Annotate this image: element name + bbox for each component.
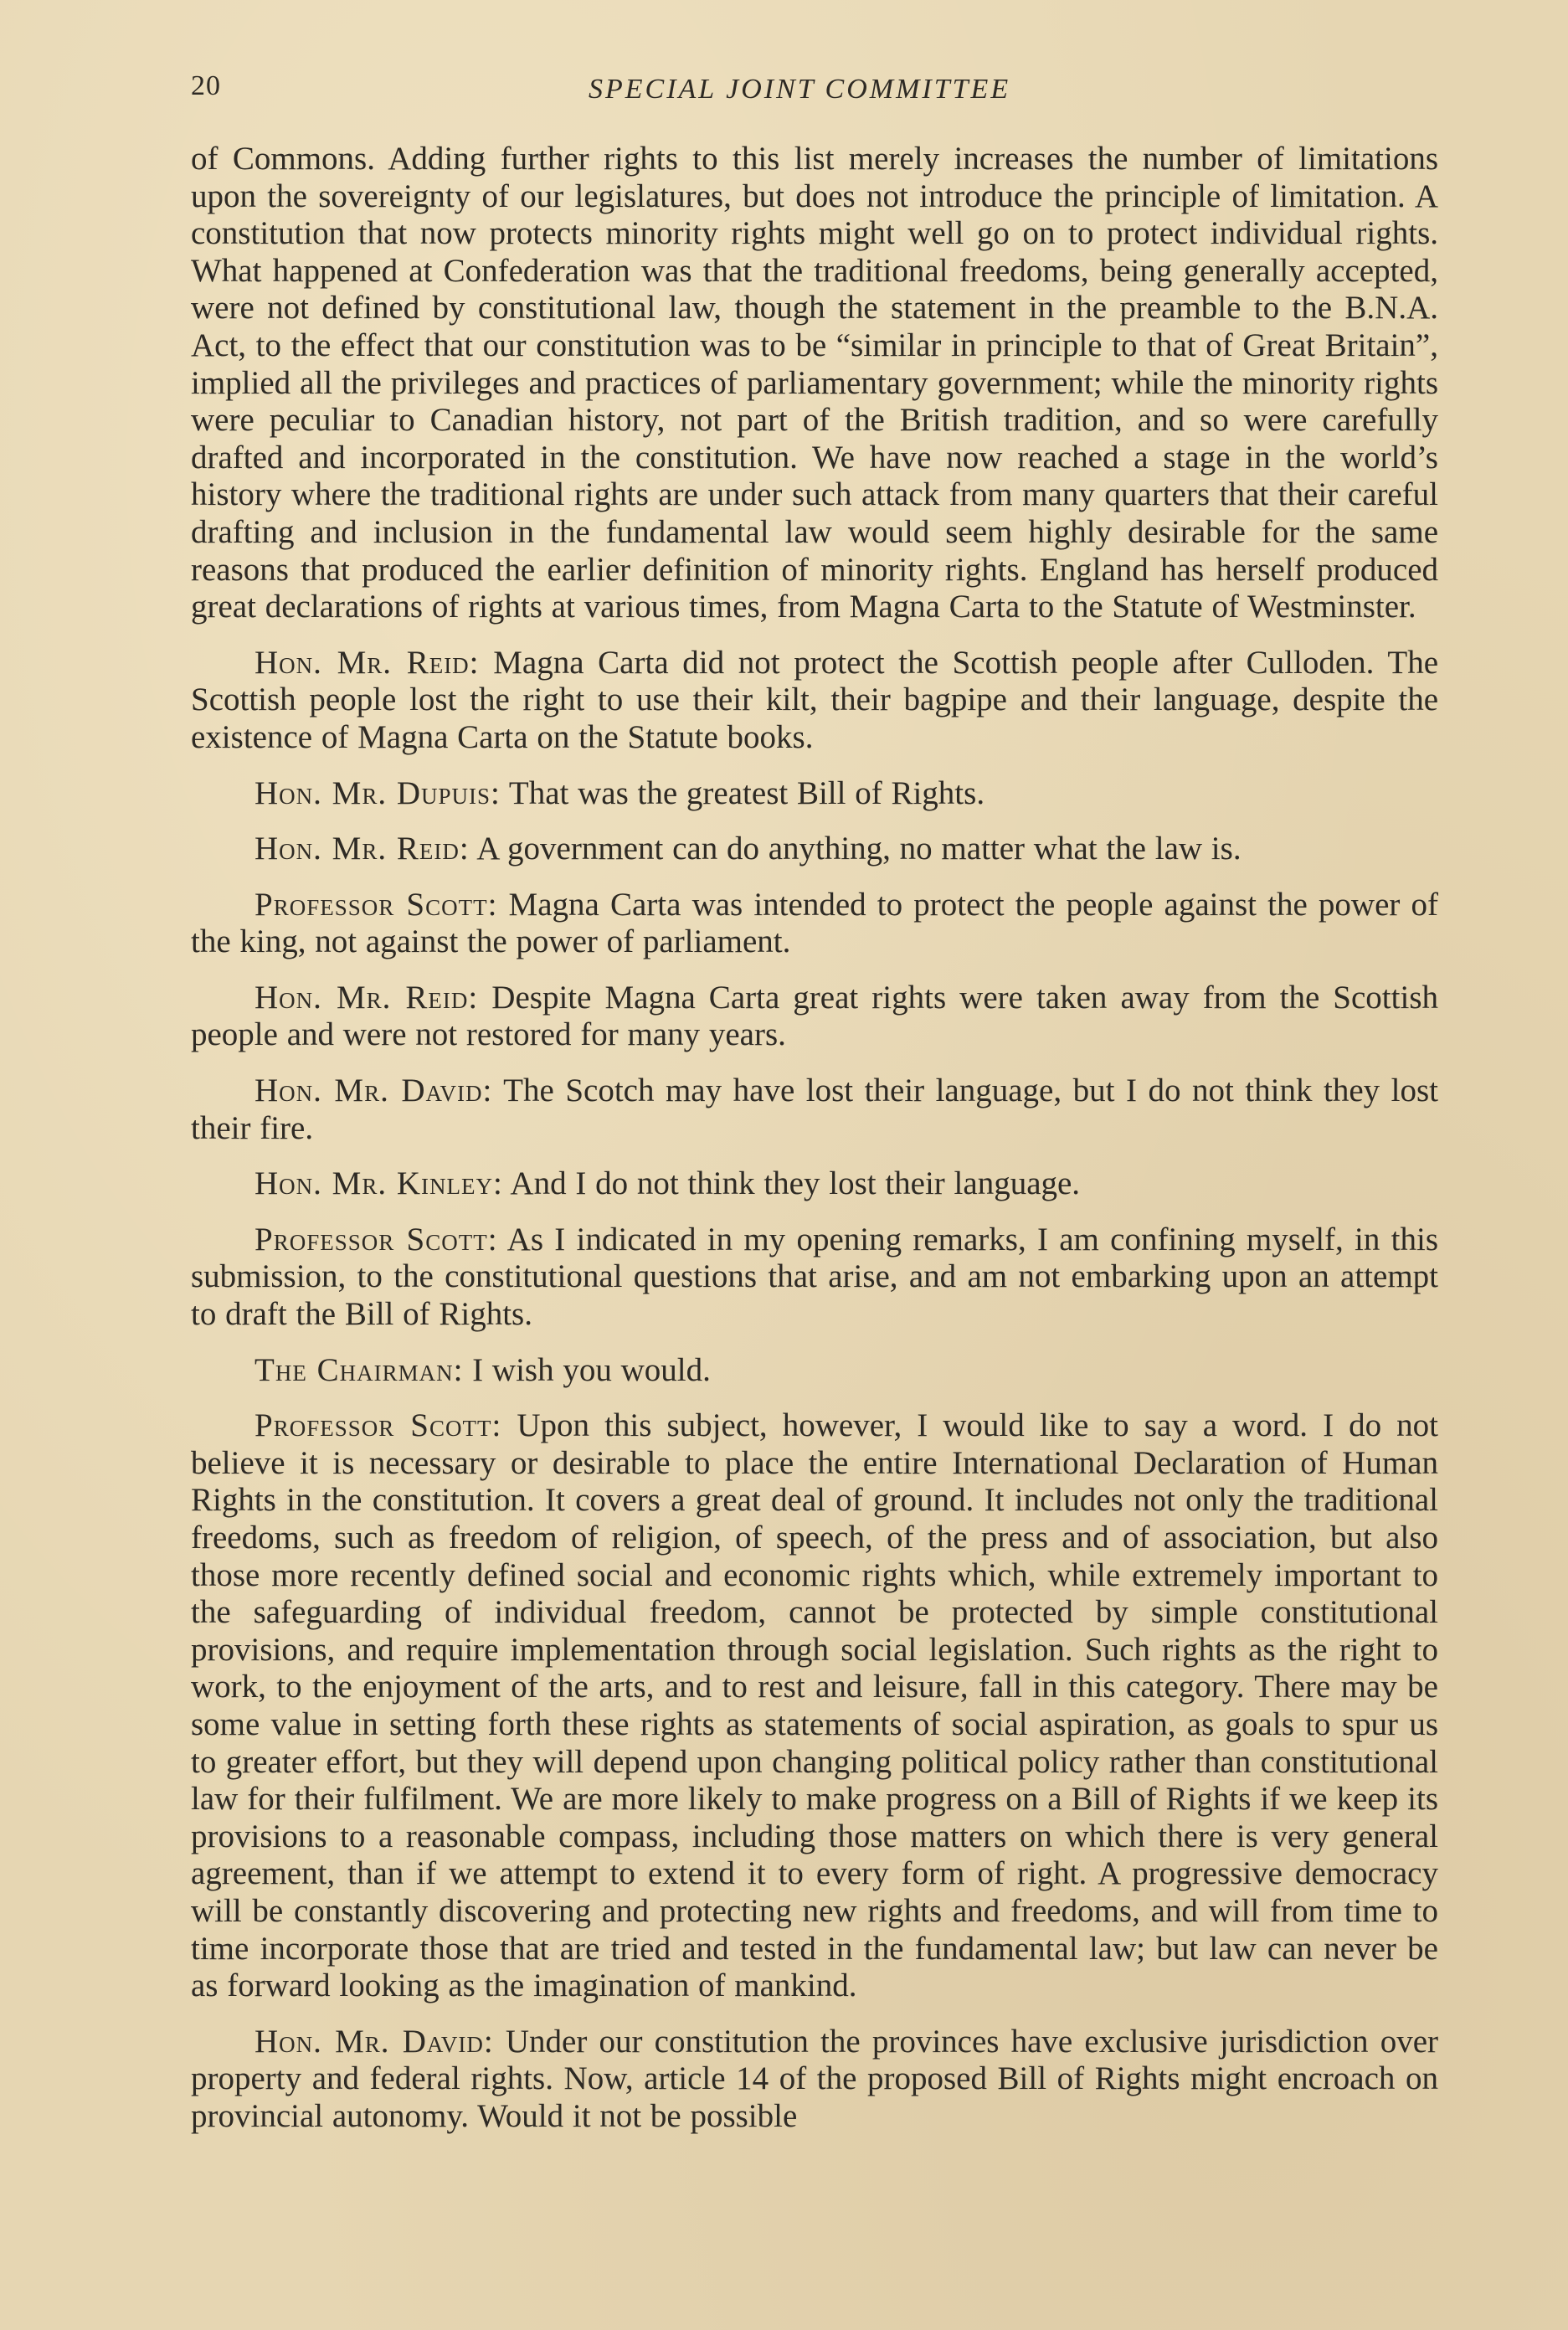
speaker-name: Professor Scott:	[254, 1221, 498, 1258]
paragraph	[191, 1222, 1438, 1334]
paragraph	[191, 831, 1438, 868]
paragraph-text: Under our constitution the provinces have exclusive jurisdiction over property and federal rights. Now, article 14 of the proposed Bill of Rights might encroach on provincial autonomy. Would it not be possible	[191, 2023, 1438, 2134]
paragraph-text: And I do not think they lost their language.	[502, 1165, 1081, 1202]
paragraph	[191, 1165, 1438, 1203]
paragraph	[191, 645, 1438, 757]
paragraph-text: of Commons. Adding further rights to this list merely increases the number of limitations upon the sovereignty of our legislatures, but does not introduce the principle of limitation. A constitution that now protects minority rights might well go on to protect individual rights. What happened at Confederation was that the traditional freedoms, being generally accepted, were not defined by constitutional law, though the statement in the preamble to the B.N.A. Act, to the effect that our constitution was to be “similar in principle to that of Great Britain”, implied all the privileges and practices of parliamentary government; while the minority rights were peculiar to Canadian history, not part of the British tradition, and so were carefully drafted and incorporated in the constitution. We have now reached a stage in the world’s history where the traditional rights are under such attack from many quarters that their careful drafting and inclusion in the fundamental law would seem highly desirable for the same reasons that produced the earlier definition of minority rights. England has herself produced great declarations of rights at various times, from Magna Carta to the Statute of Westminster.	[191, 141, 1438, 625]
paragraph-text: Magna Carta did not protect the Scottish people after Culloden. The Scottish people lost the right to use their kilt, their bagpipe and their language, despite the existence of Magna Carta on the Statute books.	[191, 644, 1438, 755]
speaker-name: Hon. Mr. Dupuis:	[254, 774, 501, 811]
paragraph-text: The Scotch may have lost their language, but I do not think they lost their fire.	[191, 1072, 1438, 1146]
speaker-name: Hon. Mr. David:	[254, 1072, 493, 1109]
paragraph	[191, 1407, 1438, 2005]
speaker-name: Professor Scott:	[254, 1407, 502, 1444]
paragraph	[191, 1352, 1438, 1390]
paragraph-text: As I indicated in my opening remarks, I am confining myself, in this submission, to the constitutional questions that arise, and am not embarking upon an attempt to draft the Bill of Rights.	[191, 1221, 1439, 1333]
speaker-name: Professor Scott:	[254, 886, 498, 923]
paragraph-text: I wish you would.	[463, 1351, 711, 1388]
paragraph	[191, 887, 1438, 961]
page-header	[191, 70, 1447, 121]
speaker-name: Hon. Mr. David:	[254, 2023, 494, 2060]
paragraph	[191, 2024, 1438, 2136]
speaker-name: Hon. Mr. Kinley:	[254, 1165, 503, 1202]
page-number: 20	[191, 70, 221, 101]
paragraph	[191, 980, 1438, 1054]
page-body	[191, 141, 1438, 2154]
speaker-name: Hon. Mr. Reid:	[254, 644, 480, 681]
paragraph-text: Upon this subject, however, I would like to say a word. I do not believe it is necessary or desirable to place the entire International Declaration of Human Rights in the constitution. It covers a great deal of ground. It includes not only the traditional freedoms, such as freedom of religion, of speech, of the press and of association, but also those more recently defined social and economic rights which, while extremely important to the safeguarding of individual freedom, cannot be protected by simple constitutional provisions, and require implementation through social legislation. Such rights as the right to work, to the enjoyment of the arts, and to rest and leisure, fall in this category. There may be some value in setting forth these rights as statements of social aspiration, as goals to spur us to greater effort, but they will depend upon changing political policy rather than constitutional law for their fulfilment. We are more likely to make progress on a Bill of Rights if we keep its provisions to a reasonable compass, including those matters on which there is very general agreement, than if we attempt to extend it to every form of right. A progressive democracy will be constantly discovering and protecting new rights and freedoms, and will from time to time incorporate those that are tried and tested in the fundamental law; but law can never be as forward looking as the imagination of mankind.	[191, 1407, 1438, 2004]
paragraph	[191, 141, 1438, 626]
paragraph-text: That was the greatest Bill of Rights.	[500, 774, 985, 811]
paragraph-text: Despite Magna Carta great rights were taken away from the Scottish people and were not restored for many years.	[191, 979, 1438, 1053]
speaker-name: Hon. Mr. Reid:	[254, 831, 470, 867]
paragraph-text: Magna Carta was intended to protect the people against the power of the king, not against the power of parliament.	[191, 886, 1438, 960]
speaker-name: The Chairman:	[254, 1351, 464, 1388]
paragraph	[191, 1072, 1438, 1147]
paragraph	[191, 775, 1438, 813]
paragraph-text: A government can do anything, no matter what the law is.	[469, 831, 1242, 867]
running-head: SPECIAL JOINT COMMITTEE	[589, 74, 1011, 105]
speaker-name: Hon. Mr. Reid:	[254, 979, 479, 1016]
